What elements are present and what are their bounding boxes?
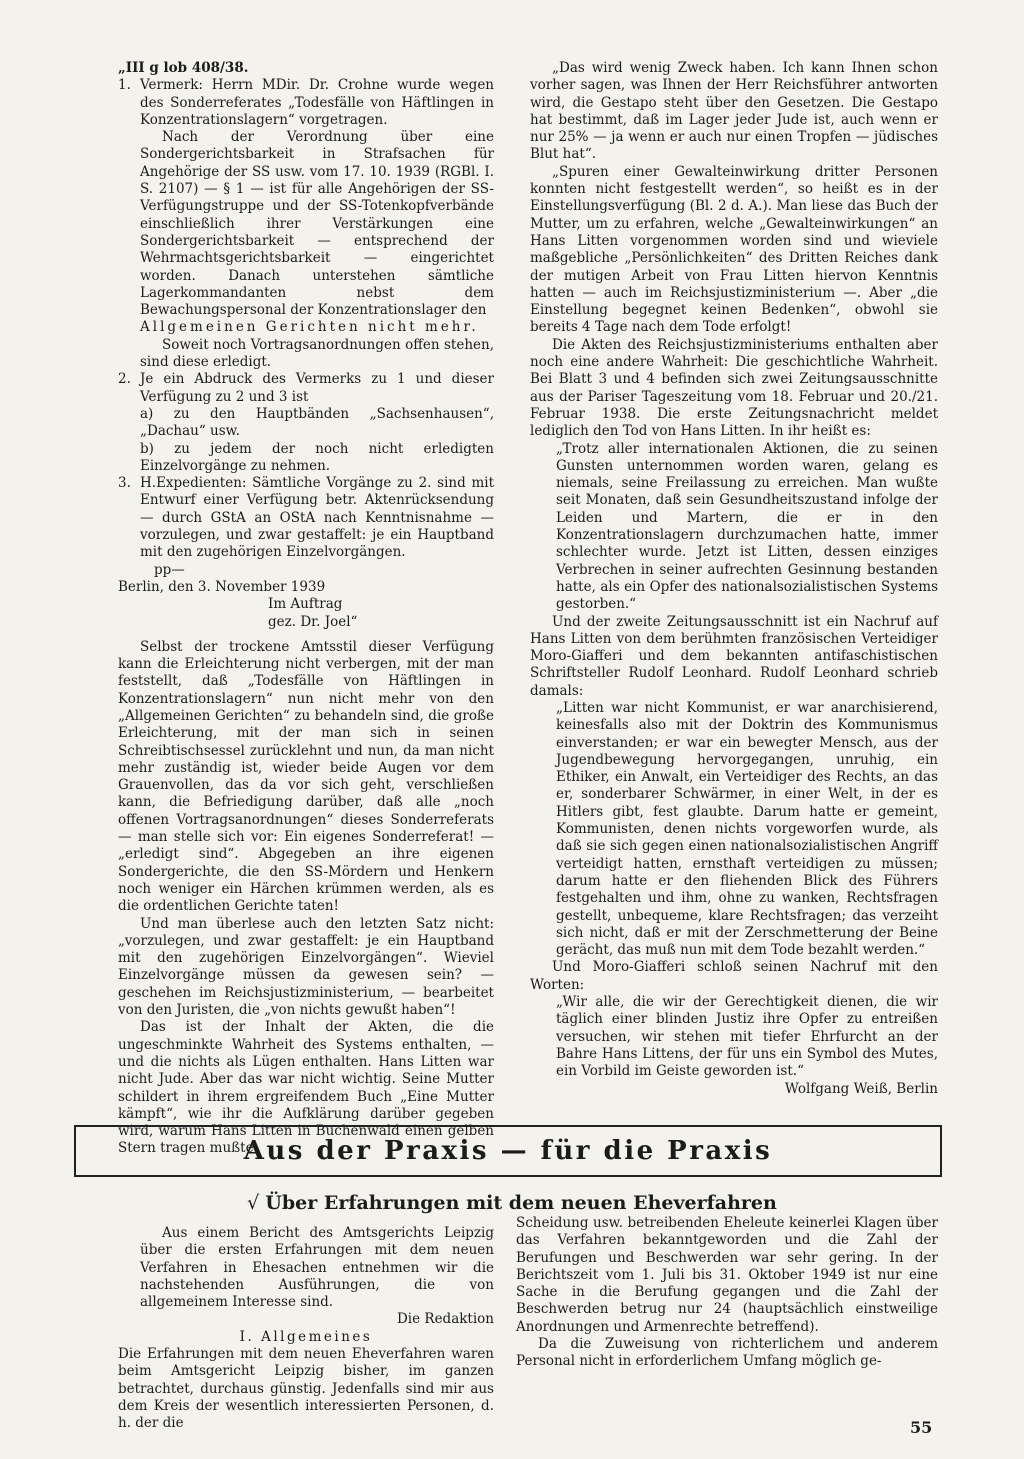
section-heading: I. Allgemeines [239, 1328, 373, 1345]
article-heading [0, 1192, 1024, 1214]
right-column [530, 60, 938, 1098]
numbered-item-3 [118, 475, 494, 561]
item-number: 3. [118, 475, 131, 492]
paragraph: Soweit noch Vortragsanordnungen offen stehen, sind diese erledigt. [140, 336, 494, 371]
signature-name: gez. Dr. Joel“ [268, 613, 358, 630]
item-number: 1. [118, 77, 131, 94]
section-banner [74, 1125, 942, 1177]
item-text: H.Expedienten: Sämtliche Vorgänge zu 2. sind mit Entwurf einer Verfügung betr. Aktenrücksendung — durch GStA an OStA nach Kenntnisnahme — vorzulegen, und zwar gestaffelt: je ein Hauptband mit den zugehörigen Einzelvorgängen. [140, 475, 494, 561]
item-number: 2. [118, 371, 131, 388]
block-quote: „Litten war nicht Kommunist, er war anarchisierend, keinesfalls also mit der Doktrin des Kommunismus einverstanden; er war ein bewegter Mensch, aus der Jugendbewegung hervorgegangen, unruhig, ein Ethiker, ein Anwalt, ein Verteidiger des Rechts, an das er, sonderbarer Schwärmer, in einer Welt, in der es Hitlers gibt, fest glaubte. Darum hatte er gemeint, Kommunisten, denen nichts vorgeworfen wurde, als daß sie sich gegen einen nationalsozialistischen Angriff verteidigt hatten, ernsthaft verteidigen zu müssen; darum hatte er den fliehenden Blick des Führers festgehalten und ihm, ohne zu wanken, Rechtsfragen gestellt, unbequeme, klare Rechtsfragen; das verzeiht sich nicht, daß er mit der Zerschmetterung der Beine gerächt, das muß nun mit dem Tode bezahlt werden.“ [556, 699, 938, 959]
numbered-item-1 [118, 77, 494, 129]
editorial-signature: Die Redaktion [396, 1311, 494, 1328]
paragraph: „Das wird wenig Zweck haben. Ich kann Ihnen schon vorher sagen, was Ihnen der Herr Reichsführer antworten wird, die Gestapo steht über den Gesetzen. Die Gestapo hat bestimmt, daß im Lager jeder Jude ist, auch wenn er nur 25% — ja wenn er auch nur einen Tropfen — jüdisches Blut hat“. [530, 60, 938, 163]
emphasized-text: Allgemeinen Gerichten nicht mehr. [140, 319, 479, 336]
paragraph: Selbst der trockene Amtsstil dieser Verfügung kann die Erleichterung nicht verbergen, mit der man feststellt, daß „Todesfälle von Häftlingen in Konzentrationslagern“ nun nicht mehr von den „Allgemeinen Gerichten“ zu behandeln sind, die große Erleichterung, mit der man sich in seinen Schreibtischsessel zurücklehnt und nun, da man nicht mehr zuständig ist, wieder beide Augen vor dem Grauenvollen, das da vor sich geht, verschließen kann, die Befriedigung darüber, daß alle „noch offenen Vortragsanordnungen“ dieses Sonderreferats — man stelle sich vor: Ein eigenes Sonderreferat! — „erledigt sind“. Abgegeben an ihre eigenen Sondergerichte, die den SS-Mördern und Henkern noch weniger ein Härchen krümmen werden, als es die ordentlichen Gerichte taten! [118, 638, 494, 915]
sub-item-b: b) zu jedem der noch nicht erledigten Einzelvorgänge zu nehmen. [140, 440, 494, 474]
paragraph: Nach der Verordnung über eine Sondergerichtsbarkeit in Strafsachen für Angehörige der SS usw. vom 17. 10. 1939 (RGBl. I. S. 2107) — § 1 — ist für alle Angehörigen der SS-Verfügungstruppe und der SS-Totenkopfverbände einschließlich ihrer Verstärkungen eine Sondergerichtsbarkeit — entsprechend der Wehrmachtsgerichtsbarkeit — eingerichtet worden. Danach unterstehen sämtliche Lagerkommandanten nebst dem Bewachungspersonal der Konzentrationslager den [140, 129, 494, 319]
author-signature: Wolfgang Weiß, Berlin [784, 1080, 938, 1097]
paragraph: Und Moro-Giafferi schloß seinen Nachruf mit den Worten: [530, 959, 938, 993]
editorial-intro: Aus einem Bericht des Amtsgerichts Leipzig über die ersten Erfahrungen mit dem neuen Verfahren in Ehesachen entnehmen wir die nachstehenden Ausführungen, die von allgemeinem Interesse sind. [140, 1225, 494, 1311]
paragraph: Und der zweite Zeitungsausschnitt ist ein Nachruf auf Hans Litten von dem berühmten französischen Verteidiger Moro-Giafferi und dem bekannten antifaschistischen Schriftsteller Rudolf Leonhard. Rudolf Leonhard schrieb damals: [530, 613, 938, 699]
paragraph: Das ist der Inhalt der Akten, die die ungeschminkte Wahrheit des Systems enthalten, — und die nichts als Lügen enthalten. Hans Litten war nicht Jude. Aber das war nicht wichtig. Seine Mutter schildert in ihrem ergreifendem Buch „Eine Mutter kämpft“, wie ihr die Aufklärung darüber gegeben wird, warum Hans Litten in Buchenwald einen gelben Stern tragen mußte. [118, 1019, 494, 1157]
place-date: Berlin, den 3. November 1939 [118, 578, 326, 595]
signature-line: Im Auftrag [268, 596, 343, 613]
numbered-item-2 [118, 371, 494, 406]
block-quote: „Wir alle, die wir der Gerechtigkeit dienen, die wir täglich einer blinden Justiz ihre Opfer zu entreißen versuchen, wir stehen mit tiefer Ehrfurcht an der Bahre Hans Littens, der für uns ein Symbol des Mutes, ein Vorbild im Geiste geworden ist.“ [556, 994, 938, 1080]
check-mark-icon: √ [247, 1192, 260, 1214]
paragraph: Da die Zuweisung von richterlichem und anderem Personal nicht in erforderlichem Umfang möglich ge- [516, 1336, 938, 1370]
paragraph: Scheidung usw. betreibenden Eheleute keinerlei Klagen über das Verfahren bekanntgeworden und die Zahl der Berufungen und Beschwerden war sehr gering. In der Berichtszeit vom 1. Juli bis 31. Oktober 1949 ist nur eine Sache in die Berufung gegangen und die Zahl der Beschwerden betrug nur 24 (hauptsächlich einstweilige Anordnungen und Armenrechte betreffend). [516, 1215, 938, 1335]
pp-mark: pp— [154, 561, 185, 578]
paragraph: Die Akten des Reichsjustizministeriums enthalten aber noch eine andere Wahrheit: Die geschichtliche Wahrheit. Bei Blatt 3 und 4 befinden sich zwei Zeitungsausschnitte aus der Pariser Tageszeitung vom 18. Februar und 20./21. Februar 1938. Die erste Zeitungsnachricht meldet lediglich den Tod von Hans Litten. In ihr heißt es: [530, 336, 938, 440]
paragraph: Und man überlese auch den letzten Satz nicht: „vorzulegen, und zwar gestaffelt: je ein Hauptband mit den zugehörigen Einzelvorgängen“. Wieviel Einzelvorgänge müssen da gewesen sein? — geschehen im Reichsjustizministerium, — bearbeitet von den Juristen, die „von nichts gewußt haben“! [118, 915, 494, 1019]
file-reference: „III g lob 408/38. [118, 60, 249, 76]
block-quote: „Trotz aller internationalen Aktionen, die zu seinen Gunsten unternommen worden waren, gelang es niemals, seine Freilassung zu erreichen. Man wußte seit Monaten, daß sein Gesundheitszustand infolge der Leiden und Martern, die er in den Konzentrationslagern durchzumachen hatte, immer schlechter wurde. Jetzt ist Litten, dessen einziges Verbrechen in seiner aufrechten Gesinnung bestanden hatte, als ein Opfer des nationalsozialistischen Systems gestorben.“ [556, 440, 938, 613]
paragraph: „Spuren einer Gewalteinwirkung dritter Personen konnten nicht festgestellt werden“, so heißt es in der Einstellungsverfügung (Bl. 2 d. A.). Man liese das Buch der Mutter, um zu erfahren, welche „Gewalteinwirkungen“ an Hans Litten vorgenommen worden sind und wieviele maßgebliche „Persönlichkeiten“ des Dritten Reiches dank der mutigen Arbeit von Frau Litten hiervon Kenntnis hatten — auch im Reichsjustizministerium —. Aber „die Einstellung begegnet keinen Bedenken“, obwohl sie bereits 4 Tage nach dem Tode erfolgt! [530, 163, 938, 336]
left-column [118, 60, 494, 1158]
article-left-column [118, 1225, 494, 1433]
banner-title: Aus der Praxis — für die Praxis [243, 1136, 773, 1166]
paragraph: Die Erfahrungen mit dem neuen Eheverfahren waren beim Amtsgericht Leipzig bisher, im ganzen betrachtet, durchaus günstig. Jedenfalls sind mir aus dem Kreis der wesentlich interessierten Personen, d. h. der die [118, 1346, 494, 1432]
item-text: Vermerk: Herrn MDir. Dr. Crohne wurde wegen des Sonderreferates „Todesfälle von Häftlingen in Konzentrationslagern“ vorgetragen. [140, 77, 494, 128]
page-number: 55 [910, 1418, 933, 1437]
article-right-column [516, 1215, 938, 1371]
item-text: Je ein Abdruck des Vermerks zu 1 und dieser Verfügung zu 2 und 3 ist [140, 371, 494, 405]
sub-item-a: a) zu den Hauptbänden „Sachsenhausen“, „Dachau“ usw. [140, 405, 494, 440]
article-title: Über Erfahrungen mit dem neuen Eheverfahren [265, 1192, 777, 1214]
